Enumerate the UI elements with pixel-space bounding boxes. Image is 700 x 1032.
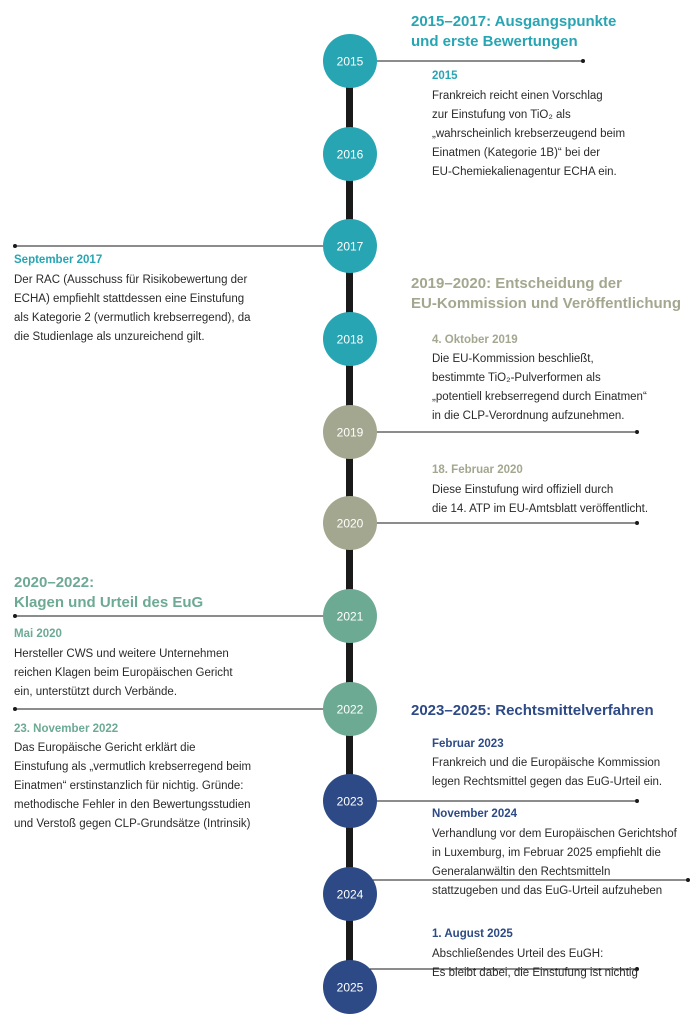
text-line: Frankreich reicht einen Vorschlag (432, 90, 603, 102)
connector-dot (13, 614, 17, 618)
year-label: 2015 (336, 54, 364, 69)
event-date-februar-2023: Februar 2023 (432, 738, 504, 750)
phase-heading-2023-2025 (411, 701, 654, 721)
text-line: 2023–2025: Rechtsmittelverfahren (411, 702, 654, 719)
text-line: als Kategorie 2 (vermutlich krebserregend), da (14, 312, 251, 324)
text-line: reichen Klagen beim Europäischen Gericht (14, 667, 233, 679)
text-line: Der RAC (Ausschuss für Risikobewertung der (14, 274, 248, 286)
connector-dot (635, 521, 639, 525)
text-line: EU-Kommission und Veröffentlichung (411, 295, 682, 312)
year-node-2018 (323, 312, 377, 366)
text-line: 2015–2017: Ausgangspunkte (411, 13, 617, 30)
text-line: die 14. ATP im EU-Amtsblatt veröffentlicht. (432, 503, 649, 515)
phase-heading-2019-2020 (411, 274, 681, 314)
text-line: 2020–2022: (14, 574, 95, 591)
event-date-februar-2020: 18. Februar 2020 (432, 464, 523, 476)
text-line: die Studienlage als unzureichend gilt. (14, 331, 205, 343)
year-label: 2017 (336, 239, 364, 254)
year-node-2025 (323, 960, 377, 1014)
connector-dot (581, 59, 585, 63)
year-label: 2022 (336, 702, 364, 717)
year-node-2017 (323, 219, 377, 273)
text-line: Abschließendes Urteil des EuGH: (432, 948, 604, 960)
year-label: 2025 (336, 980, 364, 995)
event-text-november-2022 (14, 739, 251, 834)
text-line: „wahrscheinlich krebserzeugend beim (432, 128, 626, 140)
event-text-februar-2023 (432, 754, 662, 792)
event-text-oktober-2019 (432, 350, 647, 426)
connector-dot (13, 707, 17, 711)
text-line: Es bleibt dabei, die Einstufung ist nichtig (432, 967, 638, 979)
text-line: ein, unterstützt durch Verbände. (14, 686, 178, 698)
connector-dot (635, 799, 639, 803)
year-label: 2024 (336, 887, 364, 902)
text-line: EU-Chemiekalienagentur ECHA ein. (432, 166, 617, 178)
text-line: Einatmen (Kategorie 1B)“ bei der (432, 147, 601, 159)
text-line: stattzugeben und das EuG-Urteil aufzuheben (432, 885, 663, 897)
year-node-2016 (323, 127, 377, 181)
year-label: 2020 (336, 516, 364, 531)
year-node-2022 (323, 682, 377, 736)
text-line: Einstufung als „vermutlich krebserregend beim (14, 761, 252, 773)
text-line: Verhandlung vor dem Europäischen Gerichtshof (432, 828, 677, 840)
text-line: methodische Fehler in den Bewertungsstudien (14, 799, 251, 811)
year-node-2015 (323, 34, 377, 88)
event-date-september-2017: September 2017 (14, 254, 103, 266)
event-text-august-2025 (432, 945, 638, 983)
connector-dot (635, 430, 639, 434)
event-date-november-2024: November 2024 (432, 808, 518, 820)
year-node-2019 (323, 405, 377, 459)
text-line: in Luxemburg, im Februar 2025 empfiehlt die (432, 847, 661, 859)
text-line: legen Rechtsmittel gegen das EuG-Urteil ein. (432, 776, 663, 788)
year-label: 2023 (336, 794, 364, 809)
connector-dot (686, 878, 690, 882)
year-label: 2018 (336, 332, 364, 347)
connector-dot (13, 244, 17, 248)
text-line: ECHA) empfiehlt stattdessen eine Einstufung (14, 293, 245, 305)
text-line: Generalanwältin den Rechtsmitteln (432, 866, 611, 878)
text-line: bestimmte TiO₂-Pulverformen als (432, 372, 601, 384)
text-line: Klagen und Urteil des EuG (14, 594, 204, 611)
event-text-mai-2020 (14, 645, 233, 702)
text-line: Frankreich und die Europäische Kommission (432, 757, 661, 769)
text-line: Hersteller CWS und weitere Unternehmen (14, 648, 229, 660)
event-date-2015: 2015 (432, 70, 458, 82)
text-line: Das Europäische Gericht erklärt die (14, 742, 196, 754)
year-node-2023 (323, 774, 377, 828)
text-line: in die CLP-Verordnung aufzunehmen. (432, 410, 625, 422)
year-label: 2021 (336, 609, 364, 624)
event-date-oktober-2019: 4. Oktober 2019 (432, 334, 518, 346)
text-line: Diese Einstufung wird offiziell durch (432, 484, 614, 496)
text-line: zur Einstufung von TiO₂ als (432, 109, 571, 121)
text-line: 2019–2020: Entscheidung der (411, 275, 622, 292)
text-line: Einatmen“ erstinstanzlich für nichtig. Gründe: (14, 780, 244, 792)
year-node-2021 (323, 589, 377, 643)
event-date-mai-2020: Mai 2020 (14, 628, 62, 640)
event-date-august-2025: 1. August 2025 (432, 928, 513, 940)
phase-heading-2015-2017 (411, 12, 616, 52)
event-text-februar-2020 (432, 481, 648, 519)
text-line: Die EU-Kommission beschließt, (432, 353, 594, 365)
year-node-2024 (323, 867, 377, 921)
event-text-november-2024 (432, 825, 677, 901)
year-node-2020 (323, 496, 377, 550)
text-line: und erste Bewertungen (411, 33, 578, 50)
text-line: „potentiell krebserregend durch Einatmen“ (432, 391, 647, 403)
year-label: 2019 (336, 425, 364, 440)
event-date-november-2022: 23. November 2022 (14, 723, 119, 735)
phase-heading-2020-2022 (14, 573, 203, 613)
event-text-september-2017 (14, 271, 251, 347)
text-line: und Verstoß gegen CLP-Grundsätze (Intrinsik) (14, 818, 251, 830)
year-label: 2016 (336, 147, 364, 162)
event-text-2015 (432, 87, 625, 182)
